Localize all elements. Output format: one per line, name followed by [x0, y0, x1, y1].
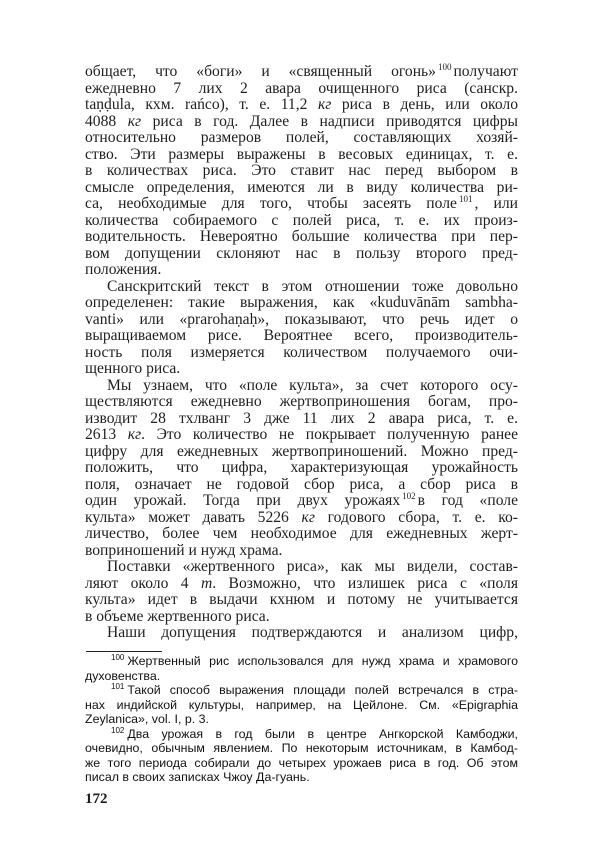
text-line [85, 444, 518, 461]
text-line [85, 770, 518, 785]
text-segment: ляют около 4 [85, 574, 201, 592]
text-segment: , или [474, 195, 518, 212]
text-segment: Санскритский текст в этом отношении тоже довольно [107, 277, 518, 295]
text-segment: Жертвенный рис использовался для нужд храма и храмового [127, 654, 518, 668]
text-segment: вом допущении склоняют нас в пользу второго пред- [85, 244, 518, 262]
text-segment: 4088 [85, 112, 128, 130]
text-line [85, 427, 518, 444]
text-line [85, 592, 518, 609]
text-segment: Такой способ выражения площади полей встречался в стра- [127, 683, 518, 697]
text-line [85, 411, 518, 428]
text-segment: получают [453, 63, 518, 80]
text-segment: нах индийской культуры, например, на Цейлоне. См. «Epigraphia [85, 697, 518, 712]
footnote [85, 654, 518, 683]
text-line [85, 526, 518, 543]
text-segment: Zeylanica», vol. I, p. 3. [85, 712, 209, 726]
text-segment: количества собираемого с полей риса, т. е. их произ- [85, 211, 518, 229]
text-line [85, 669, 518, 684]
text-segment: Мы узнаем, что «поле культа», за счет которого осу- [107, 376, 518, 394]
text-line [85, 712, 518, 727]
text-segment: Наши допущения подтверждаются и анализом цифр, [107, 624, 518, 641]
text-line [85, 756, 518, 771]
text-line [85, 698, 518, 713]
text-segment: . Это количество не покрывает полученную ранее [141, 426, 519, 443]
footnote [85, 727, 518, 785]
text-line [85, 97, 518, 114]
text-line [85, 477, 518, 494]
text-line [85, 609, 518, 626]
text-line [85, 683, 518, 698]
paragraph [85, 64, 518, 279]
text-segment: ществляются ежедневно жертвоприношения богам, про- [85, 393, 518, 410]
text-segment: в объеме жертвенного риса. [85, 607, 270, 625]
text-line [85, 625, 518, 642]
text-line [85, 345, 518, 362]
text-line [85, 394, 518, 411]
text-segment: писал в своих записках Чжоу Да-гуань. [85, 770, 310, 784]
text-segment: один урожай. Тогда при двух урожаях [85, 492, 401, 509]
text-line [85, 246, 518, 263]
text-segment: ство. Эти размеры выражены в весовых единицах, т. е. [85, 145, 518, 163]
text-segment: Два урожая в год были в центре Ангкорской Камбоджи, [127, 726, 518, 741]
text-segment: смысле определения, имеются ли в виду количества ри- [85, 178, 518, 196]
text-segment: vanti» или «prarohaṇaḥ», показывают, что речь идет о [85, 310, 518, 328]
text-segment: воприношений и нужд храма. [85, 541, 283, 559]
text-segment: Поставки «жертвенного риса», как мы видели, состав- [107, 558, 518, 575]
text-line [85, 229, 518, 246]
text-segment: . Возможно, что излишек риса с «поля [212, 574, 518, 592]
text-segment: относительно размеров полей, составляющих хозяй- [85, 129, 518, 146]
text-line [85, 361, 518, 378]
text-line [85, 163, 518, 180]
text-segment: риса в год. Далее в надписи приводятся цифры [141, 112, 518, 130]
text-line [85, 295, 518, 312]
unit-abbreviation: кг [317, 96, 332, 113]
unit-abbreviation: кг [127, 426, 142, 443]
text-segment: культа» идет в выдачи кхнюм и потому не учитывается [85, 591, 518, 608]
text-line [85, 510, 518, 527]
text-segment: определенен: такие выражения, как «kuduvānām sambha- [85, 294, 518, 311]
unit-abbreviation: т [200, 574, 213, 592]
footnote [85, 683, 518, 727]
text-line [85, 741, 518, 756]
footnote-marker: 102 [111, 725, 125, 735]
paragraph [85, 559, 518, 625]
text-line [85, 460, 518, 477]
text-segment: положить, что цифра, характеризующая урожайность [85, 459, 518, 476]
text-segment: водительность. Невероятно большие количества при пер- [85, 228, 518, 245]
text-line [85, 559, 518, 576]
text-line [85, 279, 518, 296]
body-text [85, 64, 518, 642]
text-segment: ежедневно 7 лих 2 авара очищенного риса (санскр. [85, 79, 518, 97]
text-line [85, 130, 518, 147]
text-segment: в количествах риса. Это ставит нас перед выбором в [85, 162, 518, 179]
text-segment: же того периода собирали до четырех урожаев риса в год. Об этом [85, 755, 518, 770]
paragraph [85, 378, 518, 560]
text-line [85, 81, 518, 98]
page-number: 172 [85, 791, 108, 807]
unit-abbreviation: кг [127, 112, 142, 130]
text-line [85, 114, 518, 131]
unit-abbreviation: кг [301, 508, 315, 526]
text-line [85, 543, 518, 560]
footnote-marker: 100 [437, 62, 452, 72]
text-line [85, 378, 518, 395]
text-line [85, 262, 518, 279]
text-segment: положения. [85, 261, 162, 278]
text-line [85, 312, 518, 329]
text-line [85, 328, 518, 345]
footnotes [85, 654, 518, 785]
text-segment: щенного риса. [85, 360, 181, 377]
text-line [85, 727, 518, 742]
footnote-divider [86, 651, 162, 652]
text-line [85, 576, 518, 593]
text-line [85, 654, 518, 669]
paragraph [85, 279, 518, 378]
text-segment: 2613 [85, 426, 128, 443]
footnote-marker: 100 [111, 653, 125, 662]
text-segment: taṇḍula, кхм. rańco), т. е. 11,2 [85, 96, 318, 113]
text-segment: изводит 28 тхлванг 3 дже 11 лих 2 авара риса, т. е. [85, 409, 518, 427]
text-segment: риса в день, или около [331, 96, 518, 113]
text-segment: личество, более чем необходимое для ежедневных жерт- [85, 525, 518, 542]
text-segment: культа» может давать 5226 [85, 508, 302, 526]
footnote-marker: 101 [111, 682, 125, 691]
text-segment: в год «поле [417, 492, 518, 509]
text-line [85, 64, 518, 81]
text-segment: са, необходимые для того, чтобы засеять поле [85, 195, 457, 212]
footnote-marker: 101 [458, 194, 473, 204]
text-line [85, 147, 518, 164]
text-segment: духовенства. [85, 668, 161, 683]
text-line [85, 493, 518, 510]
text-line [85, 196, 518, 213]
footnote-marker: 102 [402, 491, 416, 501]
text-segment: поля, означает не годовой сбор риса, а сбор риса в [85, 475, 518, 493]
text-line [85, 213, 518, 230]
text-segment: ность поля измеряется количеством получаемого очи- [85, 343, 518, 361]
text-segment: общает, что «боги» и «священный огонь» [85, 63, 436, 80]
paragraph [85, 625, 518, 642]
text-line [85, 180, 518, 197]
text-segment: очевидно, обычным явлением. По некоторым источникам, в Камбод- [85, 741, 518, 755]
text-segment: выращиваемом рисе. Вероятнее всего, производитель- [85, 327, 518, 344]
text-segment: цифру для ежедневных жертвоприношений. Можно пред- [85, 442, 518, 460]
text-segment: годового сбора, т. е. ко- [314, 508, 519, 526]
